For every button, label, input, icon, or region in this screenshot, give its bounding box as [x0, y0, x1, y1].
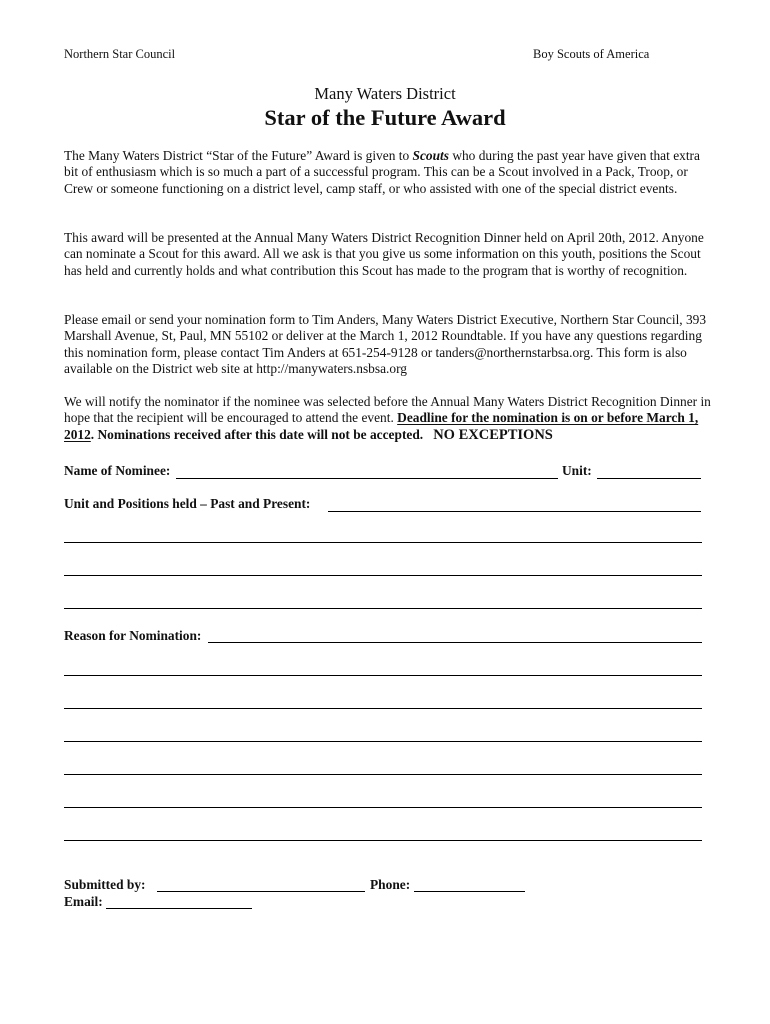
phone-label: Phone: — [370, 877, 411, 892]
notification-paragraph — [64, 394, 714, 443]
submitted-by-label: Submitted by: — [64, 877, 146, 892]
intro-text-b: who during the past year have given that extra bit of enthusiasm which is so much a part of a successful program. This can be a Scout involved in a Pack, Troop, or Crew or someone functioning on a district level, camp staff, or who assisted with one of the special district events. — [64, 148, 700, 196]
reason-line-2[interactable] — [64, 675, 702, 676]
intro-paragraph — [64, 148, 714, 197]
submission-paragraph: Please email or send your nomination form to Tim Anders, Many Waters District Executive, Northern Star Council, 393 Marshall Avenue, St, Paul, MN 55102 or deliver at the March 1, 2012 Roundtable. If you have any questions regarding this nomination form, please contact Tim Anders at 651-254-9128 or tanders@northernstarbsa.org. This form is also available on the District web site at http://manywaters.nsbsa.org — [64, 312, 707, 377]
reason-line-4[interactable] — [64, 741, 702, 742]
phone-field[interactable] — [414, 891, 525, 892]
positions-label: Unit and Positions held – Past and Present: — [64, 496, 311, 511]
reason-line-3[interactable] — [64, 708, 702, 709]
unit-field[interactable] — [597, 478, 701, 479]
positions-line-2[interactable] — [64, 542, 702, 543]
page-title: Star of the Future Award — [264, 105, 506, 130]
email-label: Email: — [64, 894, 103, 909]
reason-label: Reason for Nomination: — [64, 628, 202, 643]
reason-line-6[interactable] — [64, 807, 702, 808]
header-council: Northern Star Council — [64, 47, 176, 61]
reason-line-7[interactable] — [64, 840, 702, 841]
submitted-by-field[interactable] — [157, 891, 365, 892]
header-organization: Boy Scouts of America — [533, 47, 650, 61]
reason-line-5[interactable] — [64, 774, 702, 775]
presentation-paragraph: This award will be presented at the Annual Many Waters District Recognition Dinner held on April 20th, 2012. Anyone can nominate a Scout for this award. All we ask is that you give us some information on this youth, positions the Scout has held and currently holds and what contribution this Scout has made to the program that is worthy of recognition. — [64, 230, 704, 278]
positions-line-4[interactable] — [64, 608, 702, 609]
nominee-label: Name of Nominee: — [64, 463, 171, 478]
deadline-note: . Nominations received after this date will not be accepted. — [90, 426, 424, 442]
reason-field[interactable] — [208, 642, 702, 643]
district-title: Many Waters District — [314, 84, 456, 103]
positions-line-3[interactable] — [64, 575, 702, 576]
deadline-text: Deadline for the nomination is on or before March 1, 2012 — [64, 410, 699, 442]
intro-text-a: The Many Waters District “Star of the Future” Award is given to — [64, 148, 413, 163]
scouts-emphasis: Scouts — [412, 148, 449, 163]
notification-text: We will notify the nominator if the nominee was selected before the Annual Many Waters District Recognition Dinner in hope that the recipient will be encouraged to attend the event. — [64, 394, 711, 426]
unit-label: Unit: — [562, 463, 592, 478]
positions-field[interactable] — [328, 511, 701, 512]
no-exceptions-text: NO EXCEPTIONS — [433, 426, 553, 443]
email-field[interactable] — [106, 908, 252, 909]
nominee-field[interactable] — [176, 478, 558, 479]
